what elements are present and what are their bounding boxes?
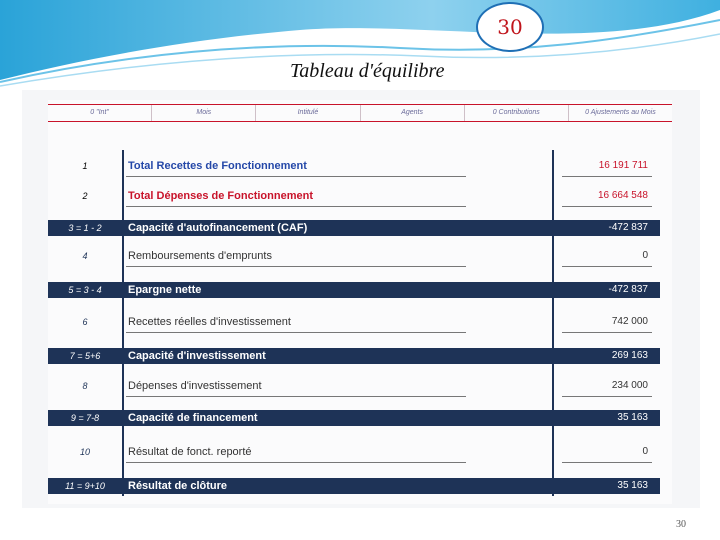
row-underline (126, 206, 466, 207)
row-number: 9 = 7-8 (70, 413, 100, 423)
table-row (48, 410, 660, 426)
table-row (48, 348, 660, 364)
row-value: -472 837 (608, 284, 648, 295)
table-row (48, 478, 660, 494)
row-label: Capacité de financement (128, 412, 258, 424)
header-cell: 0 Contributions (465, 105, 569, 121)
table-row (48, 248, 660, 264)
row-number: 2 (82, 191, 88, 201)
row-underline (126, 266, 466, 267)
row-number: 6 (82, 317, 88, 327)
row-label: Dépenses d'investissement (128, 380, 262, 392)
row-underline (126, 332, 466, 333)
row-number: 7 = 5+6 (69, 351, 101, 361)
row-label: Total Recettes de Fonctionnement (128, 160, 307, 172)
value-underline (562, 462, 652, 463)
table-row (48, 220, 660, 236)
row-number: 10 (79, 447, 90, 457)
row-value: 16 191 711 (598, 160, 648, 171)
table-row (48, 188, 660, 204)
table-row (48, 314, 660, 330)
footer-page-number: 30 (676, 519, 686, 530)
row-value: 742 000 (611, 316, 648, 327)
row-number: 4 (82, 251, 88, 261)
value-underline (562, 176, 652, 177)
column-divider (552, 150, 554, 496)
table-header-row (48, 104, 672, 122)
row-number: 5 = 3 - 4 (68, 285, 102, 295)
table-row (48, 158, 660, 174)
row-label: Epargne nette (128, 284, 202, 296)
row-value: 0 (642, 250, 648, 261)
header-cell: Intitulé (256, 105, 360, 121)
row-label: Capacité d'investissement (128, 350, 266, 362)
row-label: Capacité d'autofinancement (CAF) (128, 222, 308, 234)
row-underline (126, 176, 466, 177)
value-underline (562, 206, 652, 207)
row-label: Recettes réelles d'investissement (128, 316, 291, 328)
row-number: 1 (82, 161, 88, 171)
row-value: 234 000 (611, 380, 648, 391)
table-row (48, 444, 660, 460)
table-row (48, 282, 660, 298)
row-underline (126, 462, 466, 463)
header-cell: Agents (361, 105, 465, 121)
row-value: 16 664 548 (597, 190, 648, 201)
row-number: 11 = 9+10 (65, 481, 105, 491)
row-number: 8 (82, 381, 88, 391)
row-value: 269 163 (611, 350, 648, 361)
row-label: Résultat de clôture (128, 480, 228, 492)
slide-title: Tableau d'équilibre (290, 60, 445, 82)
row-label: Remboursements d'emprunts (128, 250, 272, 262)
row-label: Total Dépenses de Fonctionnement (128, 190, 313, 202)
row-value: 35 163 (617, 412, 648, 423)
row-value: -472 837 (608, 222, 648, 233)
table-row (48, 378, 660, 394)
column-divider (122, 150, 124, 496)
value-underline (562, 332, 652, 333)
header-cell: 0 Ajustements au Mois (585, 109, 656, 116)
value-underline (562, 396, 652, 397)
row-value: 0 (642, 446, 648, 457)
row-underline (126, 396, 466, 397)
value-underline (562, 266, 652, 267)
page-number-badge: 30 (476, 2, 544, 52)
row-value: 35 163 (617, 480, 648, 491)
header-cell: Mois (152, 105, 256, 121)
balance-table (48, 150, 672, 496)
row-number: 3 = 1 - 2 (68, 223, 102, 233)
header-cell: 0 "Int" (48, 105, 152, 121)
row-label: Résultat de fonct. reporté (128, 446, 252, 458)
